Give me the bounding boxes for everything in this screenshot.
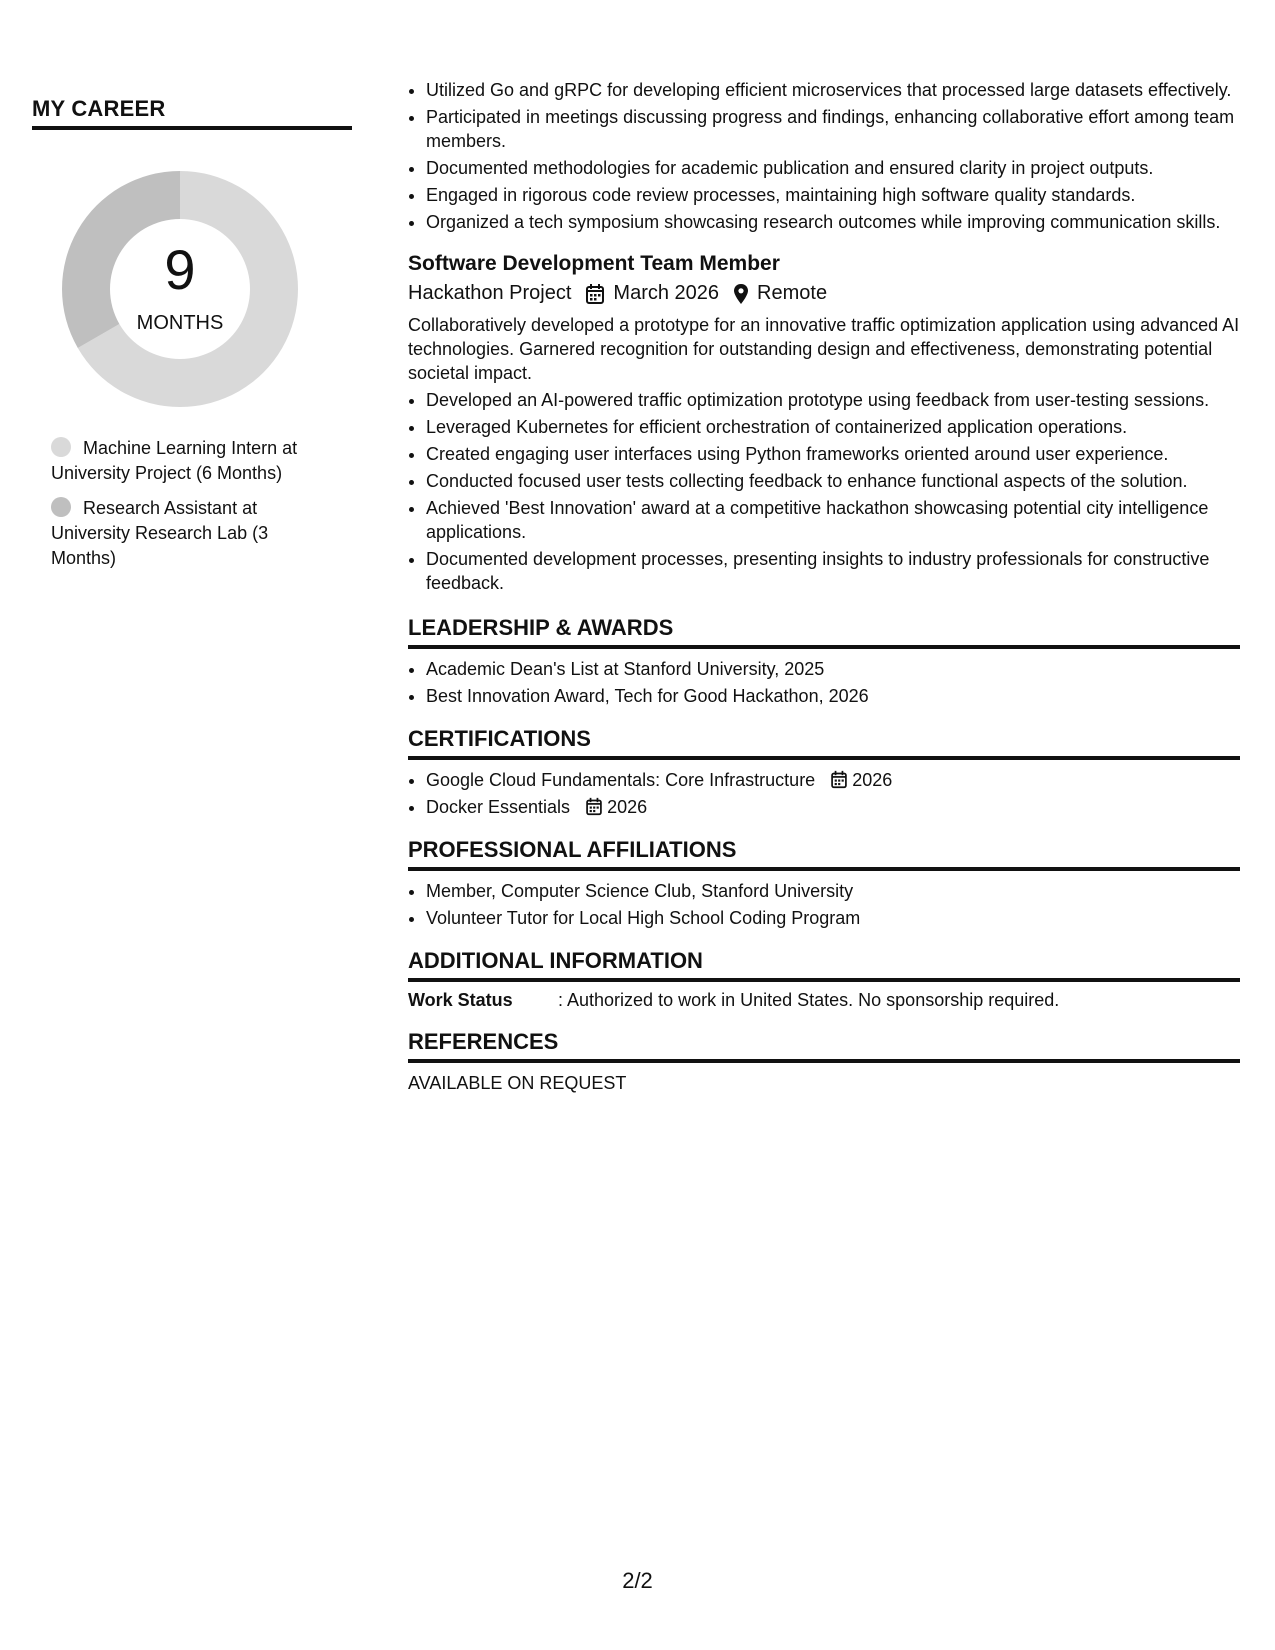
affiliations-title: PROFESSIONAL AFFILIATIONS (408, 837, 1240, 871)
certifications-section (408, 726, 1240, 819)
job-location: Remote (757, 282, 828, 304)
previous-job-bullets (408, 78, 1240, 234)
work-status-label: Work Status (408, 990, 513, 1010)
work-status-value: : Authorized to work in United States. No sponsorship required. (558, 990, 1060, 1010)
career-total-unit: MONTHS (136, 312, 224, 334)
leadership-title: LEADERSHIP & AWARDS (408, 615, 1240, 649)
career-total-value: 9 (164, 238, 196, 301)
references-section (408, 1029, 1240, 1094)
career-donut-chart (55, 164, 305, 414)
list-item: • Leveraged Kubernetes for efficient orchestration of containerized application operations. (426, 415, 1240, 439)
career-sidebar (32, 96, 352, 581)
list-item: • Documented development processes, presenting insights to industry professionals for constructive feedback. (426, 547, 1240, 595)
affiliations-section (408, 837, 1240, 930)
legend-label: Machine Learning Intern at University Project (6 Months) (51, 438, 298, 483)
certifications-title: CERTIFICATIONS (408, 726, 1240, 760)
job-description: Collaboratively developed a prototype for an innovative traffic optimization application using advanced AI technologies. Garnered recognition for outstanding design and effectiveness, demonstrating potential societal impact. (408, 315, 1240, 383)
calendar-icon (585, 797, 603, 816)
additional-info-section (408, 948, 1240, 1011)
cert-name: Docker Essentials (426, 797, 571, 817)
list-item (426, 795, 1240, 819)
work-status-row (408, 990, 1240, 1011)
leadership-list (408, 657, 1240, 708)
affiliations-list (408, 879, 1240, 930)
legend-dot-icon (51, 497, 71, 517)
job-title: Software Development Team Member (408, 252, 780, 275)
career-section-title: MY CAREER (32, 96, 352, 130)
list-item: • Conducted focused user tests collecting feedback to enhance functional aspects of the solution. (426, 469, 1240, 493)
list-item: • Utilized Go and gRPC for developing efficient microservices that processed large datasets effectively. (426, 78, 1240, 102)
list-item: • Participated in meetings discussing progress and findings, enhancing collaborative effort among team members. (426, 105, 1240, 153)
list-item: • Created engaging user interfaces using Python frameworks oriented around user experience. (426, 442, 1240, 466)
cert-year: 2026 (607, 797, 648, 817)
calendar-icon (830, 770, 848, 789)
job-bullets (408, 388, 1240, 595)
references-text: AVAILABLE ON REQUEST (408, 1073, 627, 1093)
list-item: • Academic Dean's List at Stanford University, 2025 (426, 657, 1240, 681)
career-legend (51, 436, 331, 571)
list-item: • Volunteer Tutor for Local High School Coding Program (426, 906, 1240, 930)
legend-dot-icon (51, 437, 71, 457)
list-item: • Engaged in rigorous code review processes, maintaining high software quality standards. (426, 183, 1240, 207)
references-title: REFERENCES (408, 1029, 1240, 1063)
list-item: • Best Innovation Award, Tech for Good Hackathon, 2026 (426, 684, 1240, 708)
calendar-icon (585, 283, 605, 305)
list-item: • Achieved 'Best Innovation' award at a competitive hackathon showcasing potential city intelligence applications. (426, 496, 1240, 544)
job-org: Hackathon Project (408, 282, 572, 304)
list-item: • Member, Computer Science Club, Stanford University (426, 879, 1240, 903)
additional-info-title: ADDITIONAL INFORMATION (408, 948, 1240, 982)
legend-label: Research Assistant at University Research Lab (3 Months) (51, 498, 269, 568)
list-item: • Documented methodologies for academic publication and ensured clarity in project outputs. (426, 156, 1240, 180)
legend-item (51, 436, 331, 486)
cert-year: 2026 (852, 770, 893, 790)
leadership-section (408, 615, 1240, 708)
job-date: March 2026 (613, 282, 720, 304)
job-meta (408, 282, 1240, 305)
cert-name: Google Cloud Fundamentals: Core Infrastructure (426, 770, 816, 790)
main-content (408, 78, 1240, 1094)
list-item (426, 768, 1240, 792)
list-item: • Developed an AI-powered traffic optimization prototype using feedback from user-testing sessions. (426, 388, 1240, 412)
map-pin-icon (733, 283, 749, 305)
page-number: 2/2 (622, 1568, 653, 1593)
list-item: • Organized a tech symposium showcasing research outcomes while improving communication skills. (426, 210, 1240, 234)
certifications-list (408, 768, 1240, 819)
legend-item (51, 496, 331, 571)
